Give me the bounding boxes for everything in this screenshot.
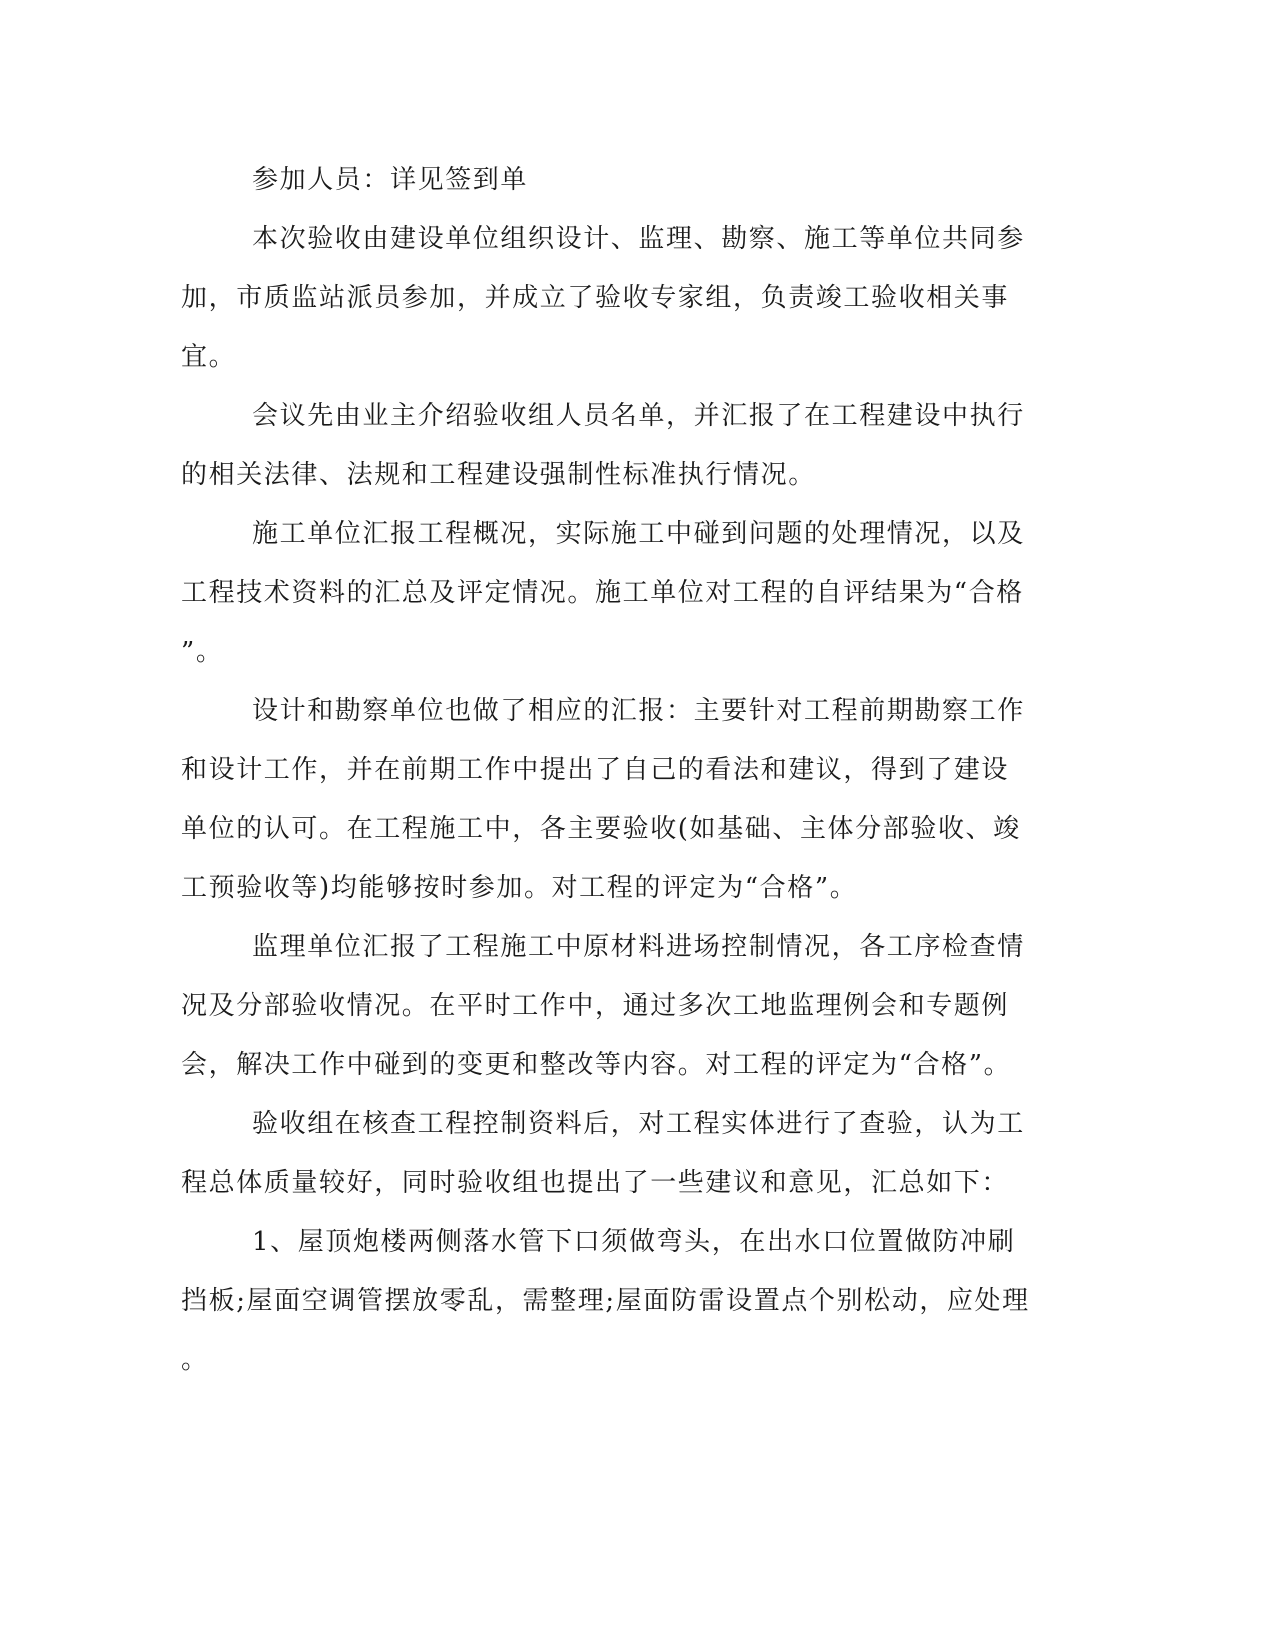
text-line: 监理单位汇报了工程施工中原材料进场控制情况，各工序检查情 [252, 932, 1025, 962]
text-line: 的相关法律、法规和工程建设强制性标准执行情况。 [181, 460, 816, 490]
text-line: 设计和勘察单位也做了相应的汇报：主要针对工程前期勘察工作 [252, 696, 1025, 726]
text-line: 验收组在核查工程控制资料后，对工程实体进行了查验，认为工 [252, 1109, 1025, 1139]
text-line: 会，解决工作中碰到的变更和整改等内容。对工程的评定为“合格”。 [181, 1050, 1012, 1080]
text-line: 况及分部验收情况。在平时工作中，通过多次工地监理例会和专题例 [181, 991, 1010, 1021]
text-line: 1、屋顶炮楼两侧落水管下口须做弯头，在出水口位置做防冲刷 [252, 1227, 1016, 1257]
text-line: 挡板;屋面空调管摆放零乱，需整理;屋面防雷设置点个别松动，应处理 [181, 1286, 1030, 1316]
text-line: 本次验收由建设单位组织设计、监理、勘察、施工等单位共同参 [252, 224, 1025, 254]
text-line: 参加人员：详见签到单 [252, 165, 529, 195]
text-line: 工预验收等)均能够按时参加。对工程的评定为“合格”。 [181, 873, 858, 903]
text-line: 程总体质量较好，同时验收组也提出了一些建议和意见，汇总如下： [181, 1168, 1010, 1198]
text-line: 会议先由业主介绍验收组人员名单，并汇报了在工程建设中执行 [252, 401, 1025, 431]
text-line: 。 [181, 1345, 209, 1375]
text-line: 单位的认可。在工程施工中，各主要验收(如基础、主体分部验收、竣 [181, 814, 1021, 844]
text-line: 施工单位汇报工程概况，实际施工中碰到问题的处理情况，以及 [252, 519, 1025, 549]
text-line: 宜。 [181, 342, 237, 372]
text-line: 和设计工作，并在前期工作中提出了自己的看法和建议，得到了建设 [181, 755, 1010, 785]
text-line: 工程技术资料的汇总及评定情况。施工单位对工程的自评结果为“合格 [181, 578, 1024, 608]
text-line: ”。 [181, 637, 224, 667]
text-line: 加，市质监站派员参加，并成立了验收专家组，负责竣工验收相关事 [181, 283, 1010, 313]
